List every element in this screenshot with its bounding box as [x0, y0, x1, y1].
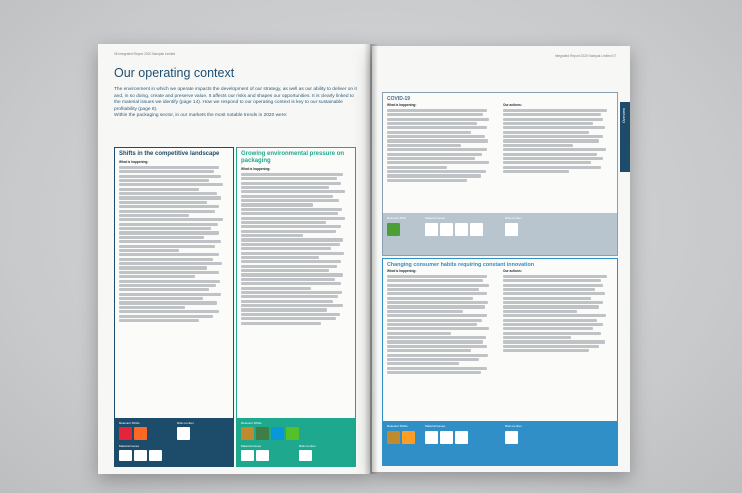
risk-number-icon — [299, 450, 312, 461]
material-issue-icon — [119, 450, 132, 461]
sdg-icon — [286, 427, 299, 440]
card-subtitle: What is happening: — [241, 167, 271, 171]
material-issue-icon — [455, 431, 468, 444]
left-page — [98, 44, 370, 474]
card-right-column: Our actions: — [499, 269, 615, 354]
material-issue-icon — [455, 223, 468, 236]
card-body-lines — [237, 173, 355, 325]
material-issue-icon — [241, 450, 254, 461]
sdg-icon — [241, 427, 254, 440]
card-left-column: What is happening: — [383, 269, 495, 375]
card-title: Changing consumer habits requiring constant innovation — [387, 262, 535, 268]
card-title: Growing environmental pressure on packaging — [241, 151, 345, 164]
material-issue-icon — [256, 450, 269, 461]
sdg-icon — [271, 427, 284, 440]
book-spine-shadow — [364, 44, 378, 474]
material-issue-icon — [440, 223, 453, 236]
card-competitive-landscape — [114, 147, 234, 467]
right-page — [372, 46, 630, 472]
intro-paragraph: The environment in which we operate impacts the development of our strategy, as well as our ability to deliver on it and, in so doing, create and preserve value. It affects our risks and shapes our opportunities. It is clearly linked to the material issues we identify (page 14). How we respond to our operating context is key to our sustainable profitability (page 8). Within the packaging sector, in our markets the most notable trends in 2020 were: — [114, 87, 357, 119]
card-subtitle: What is happening: — [119, 160, 149, 164]
card-footer: Relevant SDGs Material issues Risk number — [383, 421, 617, 465]
page-header: Integrated Report 2020 Nampak Limited 07 — [554, 54, 616, 58]
material-issue-icon — [470, 223, 483, 236]
card-title: Shifts in the competitive landscape — [119, 151, 220, 157]
sdg-icon — [387, 431, 400, 444]
sdg-icon — [119, 427, 132, 440]
sdg-icon — [134, 427, 147, 440]
card-left-column: What is happening: — [383, 103, 495, 183]
sdg-icon — [402, 431, 415, 444]
card-right-column: Our actions: — [499, 103, 615, 174]
card-footer: Relevant SDGs Risk number Material issues — [115, 418, 233, 466]
card-body-lines — [115, 166, 233, 322]
material-issue-icon — [425, 431, 438, 444]
page-header: 06 Integrated Report 2020 Nampak Limited — [114, 52, 176, 56]
card-environmental-pressure — [236, 147, 356, 467]
material-issue-icon — [440, 431, 453, 444]
card-footer: Relevant SDG Material issues Risk number — [383, 213, 617, 255]
risk-number-icon — [505, 431, 518, 444]
risk-number-icon — [177, 427, 190, 440]
card-title: COVID-19 — [387, 96, 411, 102]
card-consumer-habits — [382, 258, 618, 466]
material-issue-icon — [149, 450, 162, 461]
risk-number-icon — [505, 223, 518, 236]
card-covid-19 — [382, 92, 618, 256]
sdg-icon — [256, 427, 269, 440]
material-issue-icon — [425, 223, 438, 236]
sdg-icon — [387, 223, 400, 236]
section-tab: Overview — [620, 102, 630, 172]
card-footer: Relevant SDGs Material issues Risk number — [237, 418, 355, 466]
material-issue-icon — [134, 450, 147, 461]
page-title: Our operating context — [114, 66, 235, 80]
